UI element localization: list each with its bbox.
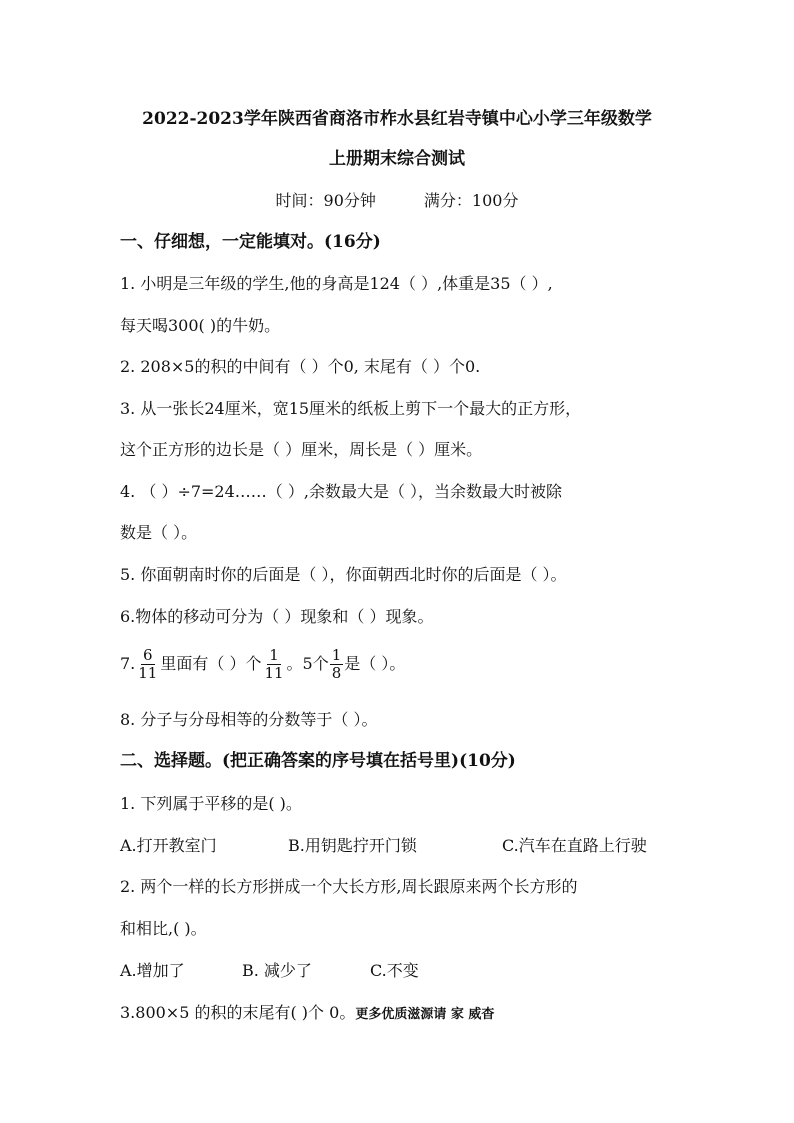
exam-meta [0,190,794,212]
s1-question-3-line2: 这个正方形的边长是（ ）厘米，周长是（ ）厘米。 [120,440,483,459]
s2-question-3-text: 3.800×5 的积的末尾有( )个 0。 [120,1003,356,1022]
s2-question-1-options [120,835,680,857]
q7-fraction-3-numerator: 1 [331,646,342,664]
q7-text-2: 。5个 [286,654,329,673]
page-title-line2: 上册期末综合测试 [329,149,465,169]
s1-question-2: 2. 208×5的积的中间有（ ）个0, 末尾有（ ）个0. [120,357,481,376]
s2-q1-option-b: B.用钥匙拧开门锁 [288,836,417,855]
s2-q1-option-c: C.汽车在直路上行驶 [502,836,647,855]
s1-question-8: 8. 分子与分母相等的分数等于（ ）。 [120,710,378,729]
q7-fraction-1-numerator: 6 [143,646,153,664]
s2-question-1: 1. 下列属于平移的是( )。 [120,794,302,813]
q7-fraction-3 [330,647,344,682]
promo-text: 更多优质滋源请 家 威杳 [355,1007,495,1022]
s1-question-1-line2: 每天喝300( )的牛奶。 [120,316,281,335]
s2-q2-option-b: B. 减少了 [242,961,312,980]
exam-score: 满分：100分 [423,191,519,210]
page-title-line1: 2022-2023学年陕西省商洛市柞水县红岩寺镇中心小学三年级数学 [142,109,652,129]
q7-fraction-3-denominator: 8 [331,664,342,682]
s2-q1-option-a: A.打开教室门 [120,836,217,855]
s2-q2-option-c: C.不变 [370,961,419,980]
s2-question-2-line1: 2. 两个一样的长方形拼成一个大长方形,周长跟原来两个长方形的 [120,877,578,896]
section1-heading: 一、仔细想，一定能填对。(16分) [120,232,381,252]
exam-time: 时间：90分钟 [275,191,376,210]
s1-question-7 [120,646,680,682]
s2-question-2-options [120,960,680,982]
s1-question-4-line2: 数是（ ）。 [120,523,198,542]
s1-question-3-line1: 3. 从一张长24厘米，宽15厘米的纸板上剪下一个最大的正方形， [120,399,582,418]
q7-fraction-1 [136,647,159,682]
q7-text-3: 是（ ）。 [344,654,406,673]
s2-question-3 [120,1002,680,1026]
s1-question-5: 5. 你面朝南时你的后面是（ ），你面朝西北时你的后面是（ ）。 [120,565,567,584]
s1-question-1-line1: 1. 小明是三年级的学生,他的身高是124（ ）,体重是35（ ）, [120,274,553,293]
q7-prefix: 7. [120,654,136,673]
s2-question-2-line2: 和相比,( )。 [120,919,207,938]
q7-text-1: 里面有（ ）个 [160,654,262,673]
s1-question-6: 6.物体的移动可分为（ ）现象和（ ）现象。 [120,607,434,626]
q7-fraction-2-denominator: 11 [264,664,284,682]
q7-fraction-2-numerator: 1 [269,646,279,664]
s1-question-4-line1: 4. （ ）÷7=24……（ ）,余数最大是（ ），当余数最大时被除 [120,482,563,501]
q7-fraction-2 [262,647,285,682]
q7-fraction-1-denominator: 11 [138,664,158,682]
s2-q2-option-a: A.增加了 [120,961,185,980]
section2-heading: 二、选择题。(把正确答案的序号填在括号里)(10分) [120,751,516,771]
